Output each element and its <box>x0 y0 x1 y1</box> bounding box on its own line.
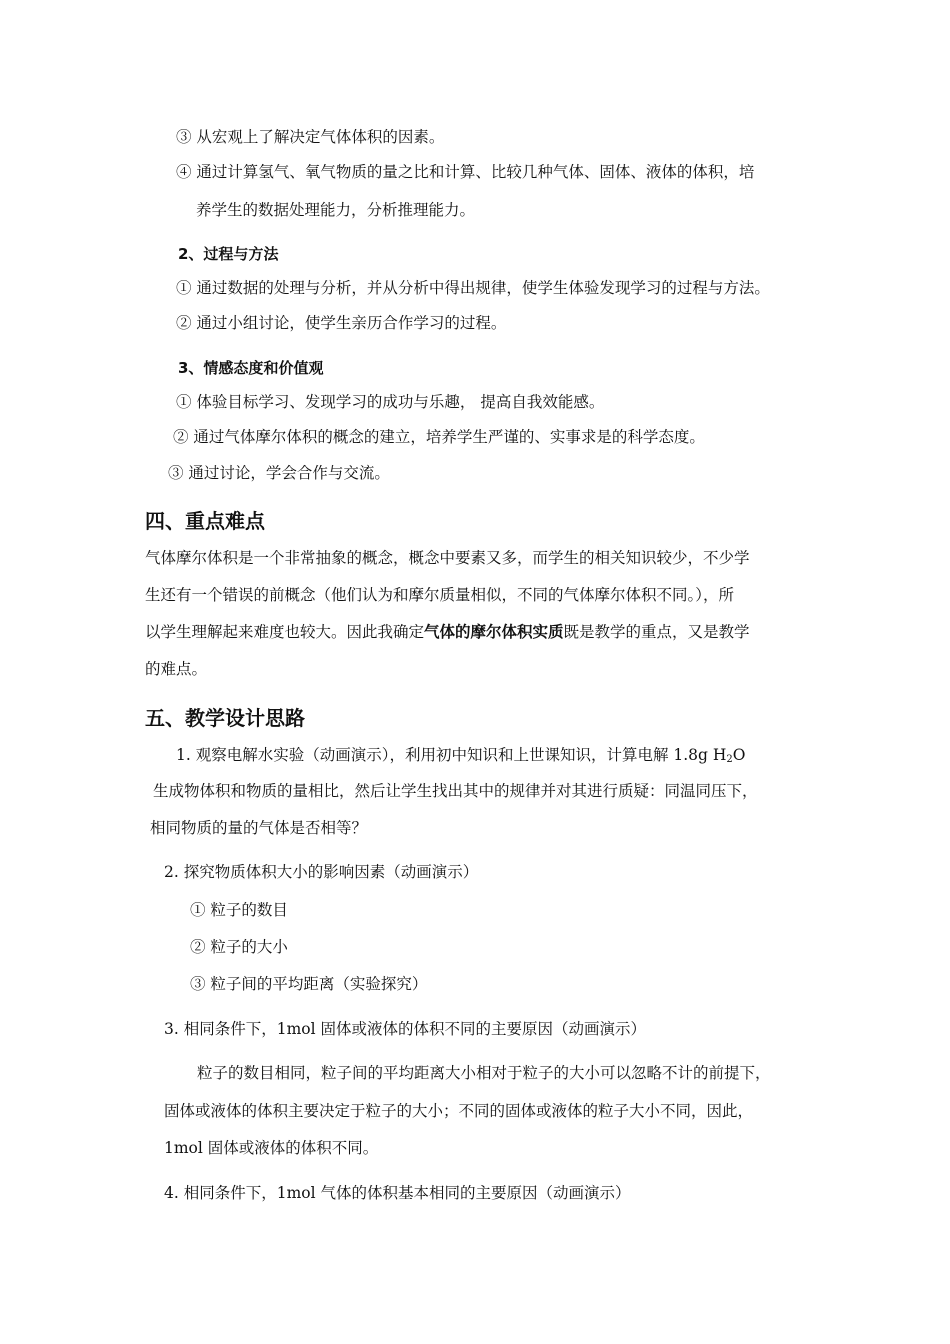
process-item-2: ② 通过小组讨论，使学生亲历合作学习的过程。 <box>176 314 507 332</box>
design-item-2-sub-2: ② 粒子的大小 <box>190 938 288 956</box>
section-4-line-3-text-a: 以学生理解起来难度也较大。因此我确定 <box>145 623 425 641</box>
subscript-2: 2 <box>726 754 733 765</box>
design-item-1-line-3: 相同物质的量的气体是否相等？ <box>150 819 368 837</box>
subheading-attitudes-values: 3、情感态度和价值观 <box>178 359 324 377</box>
section-4-line-2: 生还有一个错误的前概念（他们认为和摩尔质量相似，不同的气体摩尔体积不同。），所 <box>145 586 735 604</box>
design-item-1-text: 1. 观察电解水实验（动画演示），利用初中知识和上世课知识，计算电解 1.8g H <box>176 746 727 764</box>
design-item-2-sub-1: ① 粒子的数目 <box>190 901 288 919</box>
section-4-line-1: 气体摩尔体积是一个非常抽象的概念，概念中要素又多，而学生的相关知识较少，不少学 <box>145 549 750 567</box>
section-4-title: 四、重点难点 <box>145 509 265 533</box>
section-4-line-3-text-b: 既是教学的重点，又是教学 <box>563 623 750 641</box>
attitude-item-2: ② 通过气体摩尔体积的概念的建立，培养学生严谨的、实事求是的科学态度。 <box>173 428 705 446</box>
design-item-2: 2. 探究物质体积大小的影响因素（动画演示） <box>164 863 479 881</box>
subheading-process-methods: 2、过程与方法 <box>178 245 279 263</box>
attitude-item-1: ① 体验目标学习、发现学习的成功与乐趣， 提高自我效能感。 <box>176 393 605 411</box>
process-item-1: ① 通过数据的处理与分析，并从分析中得出规律，使学生体验发现学习的过程与方法。 <box>176 279 770 297</box>
design-item-1-line-2: 生成物体积和物质的量相比，然后让学生找出其中的规律并对其进行质疑：同温同压下， <box>153 782 758 800</box>
attitude-item-3: ③ 通过讨论，学会合作与交流。 <box>168 464 390 482</box>
section-4-line-3 <box>145 622 750 642</box>
design-item-3-para-line-2: 固体或液体的体积主要决定于粒子的大小；不同的固体或液体的粒子大小不同，因此， <box>164 1102 754 1120</box>
objective-item-4-line-1: ④ 通过计算氢气、氧气物质的量之比和计算、比较几种气体、固体、液体的体积，培 <box>176 163 755 181</box>
design-item-2-sub-3: ③ 粒子间的平均距离（实验探究） <box>190 975 428 993</box>
design-item-3-para-line-1: 粒子的数目相同，粒子间的平均距离大小相对于粒子的大小可以忽略不计的前提下， <box>197 1064 771 1082</box>
section-4-line-4: 的难点。 <box>145 660 208 678</box>
design-item-1-line-1 <box>176 745 746 770</box>
oxygen-symbol: O <box>732 746 746 764</box>
section-5-title: 五、教学设计思路 <box>145 706 305 730</box>
design-item-3-para-line-3: 1mol 固体或液体的体积不同。 <box>164 1139 379 1157</box>
design-item-4: 4. 相同条件下，1mol 气体的体积基本相同的主要原因（动画演示） <box>164 1184 631 1202</box>
key-point-emphasis: 气体的摩尔体积实质 <box>424 623 564 641</box>
objective-item-4-line-2: 养学生的数据处理能力，分析推理能力。 <box>196 201 476 219</box>
design-item-3: 3. 相同条件下，1mol 固体或液体的体积不同的主要原因（动画演示） <box>164 1020 646 1038</box>
objective-item-3: ③ 从宏观上了解决定气体体积的因素。 <box>176 128 445 146</box>
